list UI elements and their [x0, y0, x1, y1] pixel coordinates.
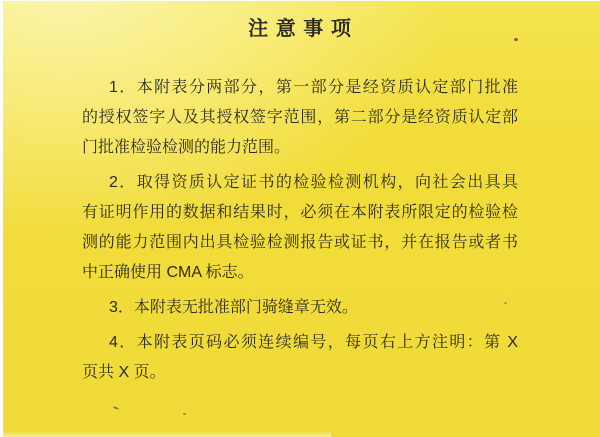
text-line: 的授权签字人及其授权签字范围，第二部分是经资质认定部 [82, 109, 518, 126]
text-line: 页共 X 页。 [82, 364, 166, 381]
paragraph-2 [82, 168, 518, 288]
scan-dust-speck [514, 38, 518, 41]
paragraph-4 [82, 328, 518, 388]
scan-dust-speck [183, 413, 186, 415]
page-content [3, 1, 600, 388]
scan-dust-speck [504, 302, 507, 304]
text-line: 中正确使用 CMA 标志。 [82, 264, 254, 281]
paragraph-3 [82, 293, 518, 323]
text-line: 有证明作用的数据和结果时，必须在本附表所限定的检验检 [82, 204, 518, 221]
text-line: 2．取得资质认定证书的检验检测机构，向社会出具具 [109, 174, 518, 191]
text-line: 测的能力范围内出具检验检测报告或证书，并在报告或者书 [82, 234, 518, 251]
text-line: 4．本附表页码必须连续编号，每页右上方注明：第 X [109, 334, 518, 351]
text-line: 3．本附表无批准部门骑缝章无效。 [109, 299, 358, 316]
text-line: 门批准检验检测的能力范围。 [82, 139, 291, 156]
page-title: 注 意 事 项 [248, 18, 352, 40]
scanned-notice-page [3, 1, 600, 437]
text-line: 1．本附表分两部分，第一部分是经资质认定部门批准 [109, 79, 518, 96]
scan-dust-speck [113, 406, 119, 410]
paragraph-1 [82, 73, 518, 163]
